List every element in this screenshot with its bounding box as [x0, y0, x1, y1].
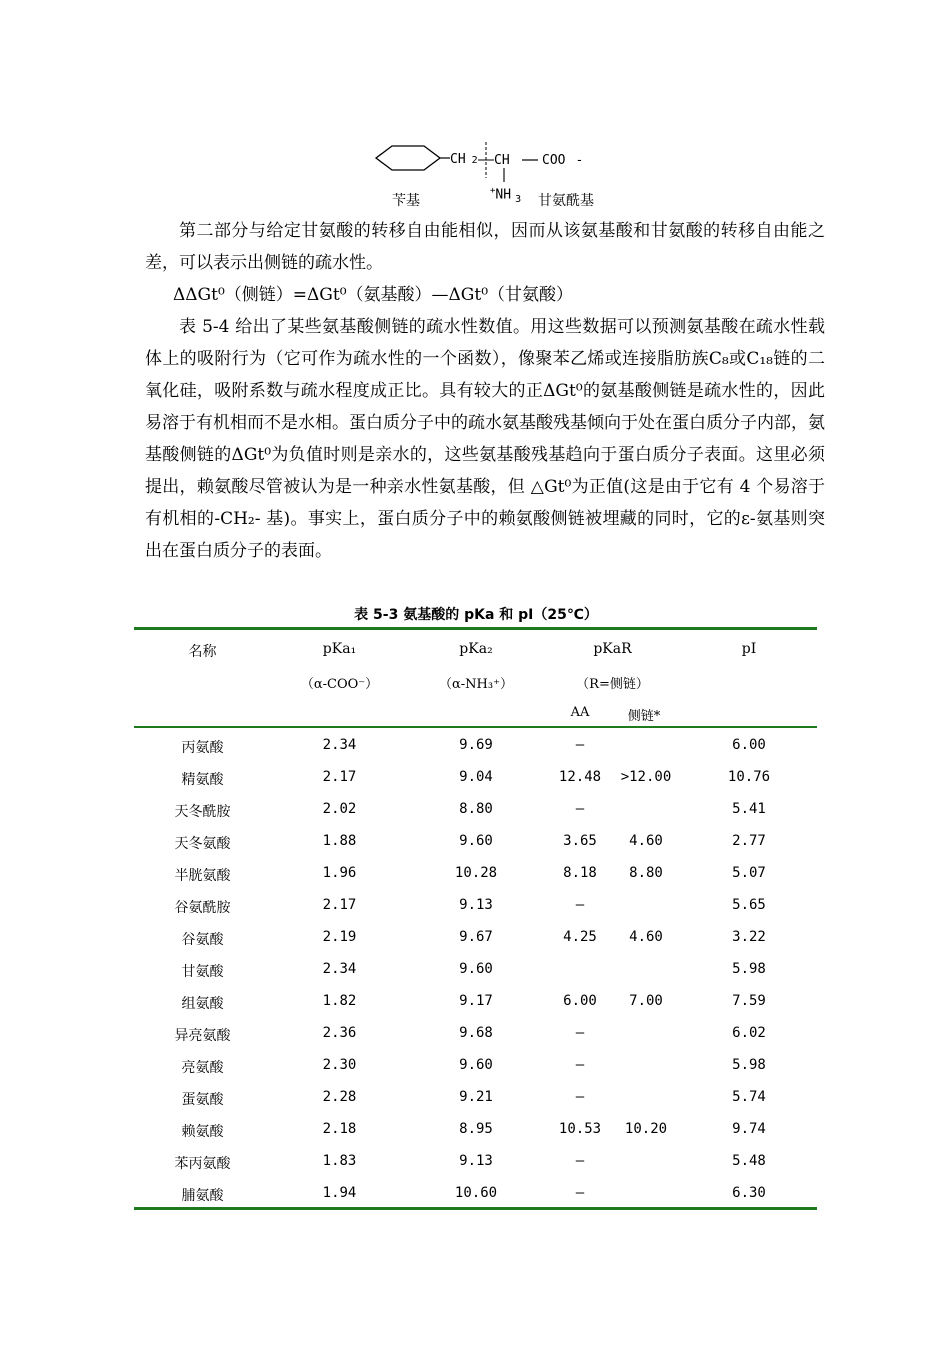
cell-pka1: 2.02	[322, 801, 357, 817]
cell-pka1: 2.36	[322, 1025, 357, 1041]
cell-aa: 12.48	[558, 769, 602, 785]
cell-aa: 4.25	[563, 929, 597, 945]
glycyl-label: 甘氨酰基	[538, 193, 594, 209]
cell-side: 8.80	[629, 865, 663, 881]
cell-aa: –	[575, 897, 585, 913]
cell-aa: —	[575, 737, 585, 753]
cell-pka1: 2.17	[322, 769, 357, 785]
cell-pi: 7.59	[732, 993, 766, 1009]
cell-name: 丙氨酸	[181, 740, 224, 756]
header-pka1-sub: （α-COO⁻）	[300, 677, 379, 692]
cell-pka1: 2.34	[322, 961, 357, 977]
cell-aa: —	[575, 801, 585, 817]
cell-pka1: 2.28	[322, 1089, 357, 1105]
table-header-rule	[134, 726, 817, 728]
cell-pka2: 9.13	[459, 1153, 493, 1169]
benzyl-label: 苄基	[392, 193, 420, 209]
cell-pi: 6.00	[732, 737, 766, 753]
cell-name: 精氨酸	[181, 772, 224, 788]
cell-aa: —	[575, 1185, 585, 1201]
cell-name: 赖氨酸	[181, 1124, 224, 1140]
cell-name: 谷氨酰胺	[174, 900, 231, 916]
cell-name: 天冬酰胺	[174, 804, 231, 820]
header-aa: AA	[570, 705, 590, 720]
cell-pka2: 9.67	[459, 929, 493, 945]
cell-pi: 6.30	[732, 1185, 766, 1201]
cell-aa: 6.00	[563, 993, 597, 1009]
cell-pi: 6.02	[732, 1025, 766, 1041]
cell-side: 10.20	[624, 1121, 668, 1137]
cell-aa: —	[575, 1057, 585, 1073]
cell-name: 甘氨酸	[181, 964, 224, 980]
cell-pi: 5.98	[732, 961, 766, 977]
cell-pi: 5.07	[732, 865, 766, 881]
ch2-group: CH 2	[450, 152, 478, 167]
cell-side: >12.00	[620, 769, 672, 785]
cell-name: 谷氨酸	[181, 932, 224, 948]
cell-pka2: 9.13	[459, 897, 493, 913]
side-chain-formula: ΔΔGt⁰（侧链）=ΔGt⁰（氨基酸）—ΔGt⁰（甘氨酸）	[173, 285, 574, 305]
cell-pka2: 8.80	[459, 801, 493, 817]
cell-aa: 3.65	[563, 833, 597, 849]
header-name: 名称	[188, 644, 217, 660]
cell-pka2: 9.60	[459, 1057, 493, 1073]
cell-aa: —	[575, 1089, 585, 1105]
paragraph-2: 表 5-4 给出了某些氨基酸侧链的疏水性数值。用这些数据可以预测氨基酸在疏水性载体上的吸附行为（它可作为疏水性的一个函数），像聚苯乙烯或连接脂肪族C₈或C₁₈链的二氧化硅，吸附系数与疏水程度成正比。具有较大的正ΔGt⁰的氨基酸侧链是疏水性的，因此易溶于有机相而不是水相。蛋白质分子中的疏水氨基酸残基倾向于处在蛋白质分子内部，氨基酸侧链的ΔGt⁰为负值时则是亲水的，这些氨基酸残基趋向于蛋白质分子表面。这里必须提出，赖氨酸尽管被认为是一种亲水性氨基酸，但 △Gt⁰为正值(这是由于它有 4 个易溶于有机相的-CH₂- 基)。事实上，蛋白质分子中的赖氨酸侧链被埋藏的同时，它的ε-氨基则突出在蛋白质分子的表面。	[145, 317, 825, 561]
coo-group: COO -	[542, 153, 584, 168]
cell-pka2: 9.68	[459, 1025, 493, 1041]
cell-name: 异亮氨酸	[174, 1028, 231, 1044]
cell-aa: 10.53	[558, 1121, 602, 1137]
cell-pi: 5.74	[732, 1089, 766, 1105]
cell-aa: 8.18	[563, 865, 597, 881]
cell-side: 4.60	[629, 833, 663, 849]
cell-pi: 3.22	[732, 929, 766, 945]
cell-pka2: 9.69	[459, 737, 493, 753]
paragraph-1: 第二部分与给定甘氨酸的转移自由能相似，因而从该氨基酸和甘氨酸的转移自由能之差，可以表示出侧链的疏水性。	[145, 221, 825, 273]
header-pi: pI	[741, 641, 757, 657]
cell-side: 4.60	[629, 929, 663, 945]
cell-pka1: 1.82	[322, 993, 357, 1009]
table-bottom-rule	[134, 1207, 817, 1210]
cell-pi: 10.76	[727, 769, 771, 785]
cell-name: 天冬氨酸	[174, 836, 231, 852]
cell-pi: 2.77	[732, 833, 766, 849]
cell-aa: —	[575, 1153, 585, 1169]
header-side-chain: 侧链*	[627, 709, 661, 724]
cell-pka1: 2.17	[322, 897, 357, 913]
nh3-group: +NH $_3$	[490, 186, 522, 206]
cell-aa: —	[575, 1025, 585, 1041]
cell-pi: 5.48	[732, 1153, 766, 1169]
cell-pka1: 2.19	[322, 929, 357, 945]
cell-pka2: 9.60	[459, 961, 493, 977]
header-pka2: pKa₂	[459, 641, 493, 657]
header-pkar-sub: （R=侧链）	[576, 677, 649, 692]
cell-pka2: 8.95	[459, 1121, 493, 1137]
cell-pka1: 1.88	[322, 833, 357, 849]
cell-side: 7.00	[629, 993, 663, 1009]
cell-pka2: 10.60	[454, 1185, 498, 1201]
ch-group: CH	[494, 153, 510, 168]
cell-pka1: 1.96	[322, 865, 357, 881]
header-pkar: pKaR	[593, 641, 632, 657]
cell-pi: 5.98	[732, 1057, 766, 1073]
cell-name: 蛋氨酸	[181, 1092, 224, 1108]
cell-pka1: 2.18	[322, 1121, 357, 1137]
table-title: 表 5-3 氨基酸的 pKa 和 pI（25℃）	[354, 607, 598, 623]
cell-pi: 5.65	[732, 897, 766, 913]
cell-pka1: 1.94	[322, 1185, 357, 1201]
header-pka1: pKa₁	[322, 641, 357, 657]
cell-pi: 5.41	[732, 801, 766, 817]
cell-pka2: 9.60	[459, 833, 493, 849]
cell-name: 组氨酸	[181, 996, 224, 1012]
header-pka2-sub: （α-NH₃⁺）	[439, 677, 513, 692]
cell-pi: 9.74	[732, 1121, 766, 1137]
table-top-rule	[134, 627, 817, 630]
body-text	[145, 215, 825, 567]
cell-pka2: 10.28	[454, 865, 498, 881]
cell-name: 苯丙氨酸	[174, 1156, 231, 1172]
benzyl-glycyl-structure	[360, 138, 620, 214]
cell-name: 半胱氨酸	[174, 868, 231, 884]
cell-name: 脯氨酸	[181, 1188, 224, 1204]
cell-pka1: 1.83	[322, 1153, 357, 1169]
cell-pka2: 9.21	[459, 1089, 493, 1105]
cell-pka1: 2.30	[322, 1057, 357, 1073]
cell-name: 亮氨酸	[181, 1060, 224, 1076]
cell-pka2: 9.04	[459, 769, 493, 785]
cell-pka1: 2.34	[322, 737, 357, 753]
cell-pka2: 9.17	[459, 993, 493, 1009]
